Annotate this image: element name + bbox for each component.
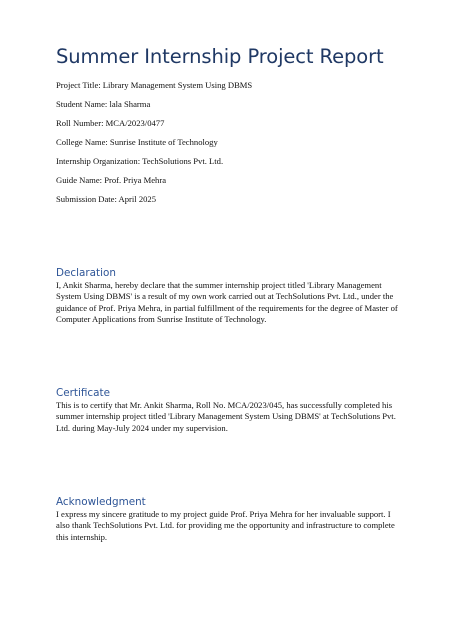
acknowledgment-line: this internship.: [56, 531, 108, 542]
certificate-line: summer internship project titled 'Library Management System Using DBMS' at TechSolutions Pvt.: [56, 411, 396, 422]
declaration-line: System Using DBMS' is a result of my own work carried out at TechSolutions Pvt. Ltd., under the: [56, 291, 394, 302]
field-project-title: Project Title: Library Management System Using DBMS: [56, 80, 253, 90]
declaration-line: guidance of Prof. Priya Mehra, in partial fulfillment of the requirements for the degree of Master of: [56, 302, 398, 313]
declaration-text: [56, 280, 420, 325]
certificate-heading: Certificate: [56, 387, 110, 399]
declaration-heading: Declaration: [56, 267, 116, 279]
document-title: Summer Internship Project Report: [56, 45, 384, 68]
certificate-line: This is to certify that Mr. Ankit Sharma, Roll No. MCA/2023/045, has successfully completed his: [56, 400, 393, 410]
declaration-line: Computer Applications from Sunrise Institute of Technology.: [56, 313, 267, 324]
field-guide-name: Guide Name: Prof. Priya Mehra: [56, 175, 167, 185]
certificate-line: Ltd. during May-July 2024 under my supervision.: [56, 422, 228, 433]
declaration-line: I, Ankit Sharma, hereby declare that the summer internship project titled 'Library Management: [56, 280, 382, 290]
field-student-name: Student Name: lala Sharma: [56, 99, 151, 109]
field-internship-organization: Internship Organization: TechSolutions Pvt. Ltd.: [56, 156, 224, 166]
field-roll-number: Roll Number: MCA/2023/0477: [56, 118, 165, 128]
acknowledgment-text: [56, 509, 420, 543]
acknowledgment-heading: Acknowledgment: [56, 496, 146, 508]
certificate-text: [56, 400, 420, 434]
acknowledgment-line: I express my sincere gratitude to my project guide Prof. Priya Mehra for her invaluable support. I: [56, 509, 391, 519]
acknowledgment-line: also thank TechSolutions Pvt. Ltd. for providing me the opportunity and infrastructure to complete: [56, 520, 395, 531]
field-college-name: College Name: Sunrise Institute of Technology: [56, 137, 218, 147]
field-submission-date: Submission Date: April 2025: [56, 194, 157, 204]
